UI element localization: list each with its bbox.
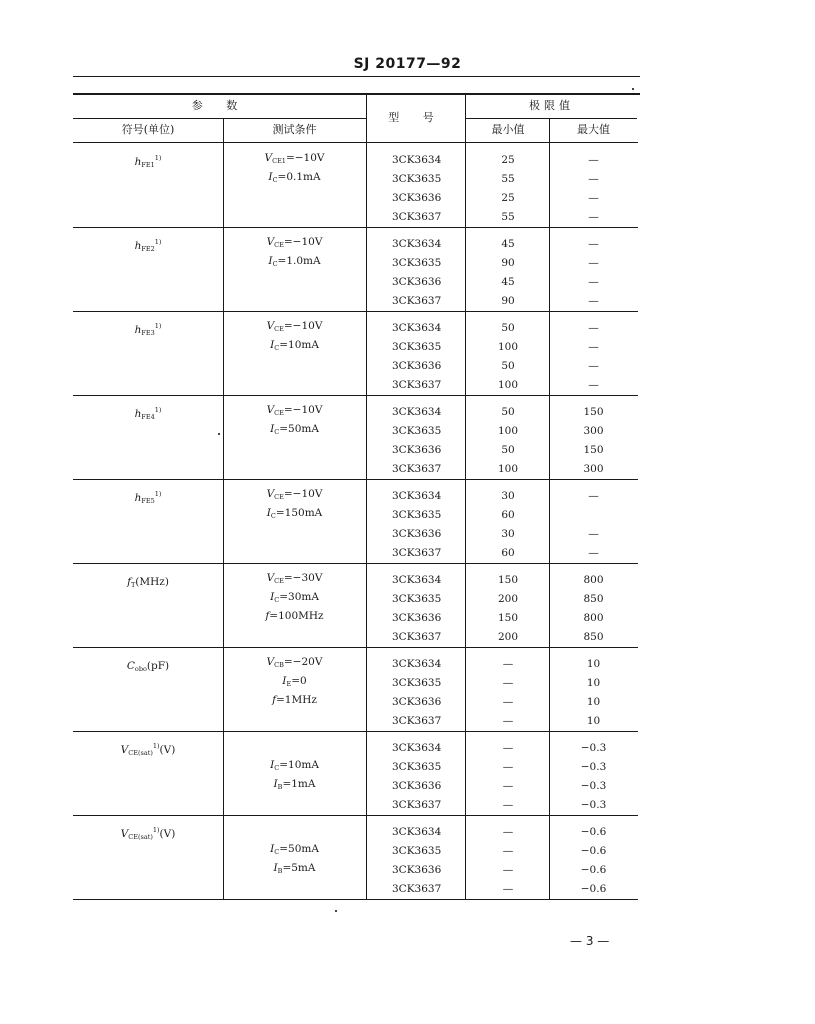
- param-symbol: [73, 233, 223, 259]
- min-value: 90: [501, 257, 515, 269]
- condition-expression: =100MHz: [269, 610, 324, 622]
- condition-variable: V: [266, 656, 275, 668]
- max-value: 800: [583, 574, 604, 586]
- max-value: —: [588, 192, 599, 204]
- param-symbol: [73, 485, 223, 511]
- header-condition: 测试条件: [272, 123, 317, 136]
- condition-expression: =0.1mA: [277, 171, 321, 183]
- min-value: 50: [501, 406, 515, 418]
- condition-expression: =150mA: [275, 507, 323, 519]
- condition-subscript: CE: [274, 241, 284, 249]
- device-type: 3CK3635: [392, 425, 442, 437]
- condition-variable: I: [273, 862, 278, 874]
- device-type: 3CK3635: [392, 845, 442, 857]
- symbol-unit: (V): [159, 744, 176, 756]
- symbol-unit: (pF): [146, 660, 170, 672]
- condition-expression: =10mA: [279, 339, 319, 351]
- test-condition: [223, 607, 366, 629]
- max-value: —: [588, 528, 599, 540]
- min-value: 50: [501, 322, 515, 334]
- min-value: —: [502, 883, 514, 895]
- max-value: 10: [586, 715, 601, 727]
- col-rule-condition: [223, 118, 224, 900]
- device-type: 3CK3634: [392, 826, 442, 838]
- max-value: —: [588, 360, 599, 372]
- condition-variable: I: [268, 171, 273, 183]
- min-value: 45: [501, 276, 515, 288]
- device-type: 3CK3636: [392, 612, 442, 624]
- min-value: —: [502, 864, 514, 876]
- min-value: 100: [497, 425, 519, 437]
- symbol-subscript: obo: [134, 665, 147, 673]
- symbol-subscript: FE1: [141, 161, 155, 169]
- condition-subscript: B: [277, 783, 283, 791]
- condition-expression: =−30V: [283, 572, 323, 584]
- scan-speck: [335, 910, 337, 912]
- device-type: 3CK3637: [392, 547, 442, 559]
- header-mid-rule-right: [466, 118, 637, 119]
- scan-speck: [218, 433, 220, 435]
- test-condition: [223, 775, 366, 797]
- page-number: — 3 —: [570, 934, 610, 948]
- symbol-subscript: FE2: [141, 245, 155, 253]
- symbol-main: h: [134, 492, 142, 504]
- condition-subscript: CB: [274, 661, 284, 669]
- min-value: 200: [497, 631, 519, 643]
- device-type: 3CK3635: [392, 173, 442, 185]
- condition-expression: =−20V: [283, 656, 323, 668]
- group-separator-rule: [73, 815, 638, 816]
- device-type: 3CK3636: [392, 192, 442, 204]
- min-value: 25: [501, 154, 515, 166]
- param-symbol: [73, 317, 223, 343]
- condition-subscript: C: [274, 764, 280, 772]
- max-value: 850: [583, 593, 604, 605]
- max-value: 150: [583, 406, 604, 418]
- condition-subscript: E: [286, 680, 292, 688]
- condition-variable: V: [266, 236, 275, 248]
- col-rule-max: [549, 118, 550, 900]
- condition-expression: =50mA: [279, 843, 319, 855]
- max-value: —: [588, 379, 599, 391]
- header-top-rule: [73, 93, 640, 95]
- condition-variable: I: [266, 507, 271, 519]
- condition-expression: =−10V: [283, 488, 323, 500]
- condition-expression: =10mA: [279, 759, 319, 771]
- condition-variable: I: [270, 591, 275, 603]
- symbol-superscript: 1): [154, 490, 162, 498]
- min-value: 55: [501, 211, 515, 223]
- condition-subscript: C: [272, 176, 278, 184]
- condition-expression: =50mA: [279, 423, 319, 435]
- min-value: —: [502, 677, 514, 689]
- min-value: 30: [501, 490, 515, 502]
- condition-subscript: CE1: [272, 157, 286, 165]
- symbol-superscript: 1): [154, 322, 162, 330]
- device-type: 3CK3635: [392, 677, 442, 689]
- max-value: −0.3: [580, 761, 607, 773]
- condition-variable: I: [273, 778, 278, 790]
- device-type: 3CK3635: [392, 509, 442, 521]
- min-value: 100: [497, 463, 519, 475]
- min-value: 60: [501, 547, 515, 559]
- symbol-subscript: FE3: [141, 329, 155, 337]
- condition-expression: =0: [291, 675, 307, 687]
- max-value: −0.6: [580, 826, 607, 838]
- condition-subscript: C: [274, 596, 280, 604]
- symbol-superscript: 1): [154, 238, 162, 246]
- min-value: 150: [497, 574, 519, 586]
- device-type: 3CK3634: [392, 238, 442, 250]
- min-value: 100: [497, 341, 519, 353]
- device-type: 3CK3636: [392, 360, 442, 372]
- param-symbol: [73, 149, 223, 175]
- header-type: 型 号: [388, 111, 444, 124]
- header-mid-rule-left: [73, 118, 366, 119]
- condition-expression: =−10V: [283, 236, 323, 248]
- test-condition: [223, 504, 366, 526]
- condition-variable: I: [270, 339, 275, 351]
- header-symbol: 符号(单位): [121, 123, 175, 136]
- min-value: 150: [497, 612, 519, 624]
- test-condition: [223, 252, 366, 274]
- min-value: —: [502, 780, 514, 792]
- max-value: −0.3: [580, 799, 607, 811]
- min-value: 60: [501, 509, 515, 521]
- symbol-unit: (V): [159, 828, 176, 840]
- symbol-main: V: [120, 828, 129, 840]
- condition-variable: V: [266, 320, 275, 332]
- condition-subscript: C: [274, 848, 280, 856]
- symbol-subscript: FE4: [141, 413, 155, 421]
- device-type: 3CK3635: [392, 761, 442, 773]
- group-separator-rule: [73, 311, 638, 312]
- condition-subscript: CE: [274, 577, 284, 585]
- min-value: —: [502, 696, 514, 708]
- max-value: −0.6: [580, 845, 607, 857]
- min-value: 90: [501, 295, 515, 307]
- header-params: 参 数: [191, 99, 248, 112]
- test-condition: [223, 691, 366, 713]
- max-value: —: [588, 295, 599, 307]
- col-rule-type: [366, 93, 367, 900]
- condition-expression: =30mA: [279, 591, 319, 603]
- header-limits: 极限值: [529, 99, 574, 112]
- symbol-main: h: [134, 240, 142, 252]
- group-separator-rule: [73, 899, 638, 900]
- max-value: 800: [583, 612, 604, 624]
- condition-subscript: CE: [274, 409, 284, 417]
- condition-expression: =−10V: [285, 152, 325, 164]
- max-value: −0.3: [580, 780, 607, 792]
- symbol-subscript: FE5: [141, 497, 155, 505]
- min-value: 45: [501, 238, 515, 250]
- min-value: 50: [501, 444, 515, 456]
- max-value: —: [588, 322, 599, 334]
- condition-expression: =−10V: [283, 320, 323, 332]
- condition-subscript: C: [272, 260, 278, 268]
- col-rule-min: [465, 93, 466, 900]
- condition-variable: I: [282, 675, 287, 687]
- device-type: 3CK3634: [392, 406, 442, 418]
- device-type: 3CK3636: [392, 864, 442, 876]
- min-value: 200: [497, 593, 519, 605]
- max-value: 10: [586, 696, 601, 708]
- max-value: —: [588, 341, 599, 353]
- symbol-main: C: [126, 660, 135, 672]
- max-value: 10: [586, 677, 601, 689]
- device-type: 3CK3635: [392, 593, 442, 605]
- device-type: 3CK3636: [392, 528, 442, 540]
- device-type: 3CK3634: [392, 742, 442, 754]
- group-separator-rule: [73, 479, 638, 480]
- param-symbol: [73, 569, 223, 595]
- test-condition: [223, 859, 366, 881]
- condition-subscript: C: [270, 512, 276, 520]
- condition-variable: f: [265, 610, 270, 622]
- max-value: 300: [583, 425, 604, 437]
- max-value: —: [588, 238, 599, 250]
- condition-variable: I: [268, 255, 273, 267]
- header-bottom-rule: [73, 142, 638, 143]
- max-value: —: [588, 257, 599, 269]
- device-type: 3CK3637: [392, 463, 442, 475]
- device-type: 3CK3635: [392, 341, 442, 353]
- symbol-unit: (MHz): [135, 576, 169, 588]
- device-type: 3CK3635: [392, 257, 442, 269]
- device-type: 3CK3634: [392, 490, 442, 502]
- group-separator-rule: [73, 227, 638, 228]
- max-value: −0.6: [580, 883, 607, 895]
- device-type: 3CK3636: [392, 780, 442, 792]
- condition-subscript: B: [277, 867, 283, 875]
- condition-variable: V: [266, 488, 275, 500]
- group-separator-rule: [73, 563, 638, 564]
- device-type: 3CK3634: [392, 154, 442, 166]
- document-code: SJ 20177—92: [353, 56, 462, 72]
- max-value: —: [588, 173, 599, 185]
- condition-subscript: CE: [274, 493, 284, 501]
- min-value: —: [502, 761, 514, 773]
- device-type: 3CK3637: [392, 631, 442, 643]
- top-rule: [73, 76, 640, 77]
- min-value: —: [502, 845, 514, 857]
- min-value: 100: [497, 379, 519, 391]
- symbol-superscript: 1): [152, 742, 160, 750]
- min-value: —: [502, 742, 514, 754]
- min-value: 25: [501, 192, 515, 204]
- symbol-subscript: CE(sat): [128, 833, 153, 841]
- symbol-main: h: [134, 324, 142, 336]
- scan-speck: [632, 88, 634, 90]
- device-type: 3CK3637: [392, 379, 442, 391]
- max-value: —: [588, 490, 599, 502]
- device-type: 3CK3637: [392, 799, 442, 811]
- device-type: 3CK3634: [392, 658, 442, 670]
- device-type: 3CK3636: [392, 276, 442, 288]
- device-type: 3CK3637: [392, 883, 442, 895]
- condition-subscript: CE: [274, 325, 284, 333]
- symbol-superscript: 1): [154, 406, 162, 414]
- max-value: —: [588, 211, 599, 223]
- device-type: 3CK3636: [392, 696, 442, 708]
- condition-variable: f: [272, 694, 276, 706]
- group-separator-rule: [73, 731, 638, 732]
- device-type: 3CK3634: [392, 322, 442, 334]
- condition-variable: V: [264, 152, 273, 164]
- max-value: 850: [583, 631, 604, 643]
- max-value: 150: [583, 444, 604, 456]
- param-symbol: [73, 737, 223, 763]
- param-symbol: [73, 401, 223, 427]
- max-value: —: [588, 547, 599, 559]
- test-condition: [223, 336, 366, 358]
- max-value: 10: [586, 658, 601, 670]
- test-condition: [223, 168, 366, 190]
- param-symbol: [73, 653, 223, 679]
- min-value: —: [502, 658, 514, 670]
- header-max: 最大值: [577, 123, 610, 136]
- max-value: —: [588, 276, 599, 288]
- min-value: 55: [501, 173, 515, 185]
- condition-variable: I: [270, 843, 275, 855]
- condition-variable: I: [270, 423, 275, 435]
- condition-expression: =−10V: [283, 404, 323, 416]
- min-value: 50: [501, 360, 515, 372]
- symbol-superscript: 1): [154, 154, 162, 162]
- param-symbol: [73, 821, 223, 847]
- max-value: −0.6: [580, 864, 607, 876]
- max-value: −0.3: [580, 742, 607, 754]
- symbol-superscript: 1): [152, 826, 160, 834]
- symbol-main: V: [120, 744, 129, 756]
- test-condition: [223, 420, 366, 442]
- condition-variable: I: [270, 759, 275, 771]
- device-type: 3CK3637: [392, 211, 442, 223]
- condition-expression: =1.0mA: [277, 255, 321, 267]
- min-value: 30: [501, 528, 515, 540]
- device-type: 3CK3634: [392, 574, 442, 586]
- condition-expression: =5mA: [282, 862, 316, 874]
- device-type: 3CK3637: [392, 715, 442, 727]
- header-min: 最小值: [491, 123, 525, 136]
- symbol-subscript: CE(sat): [128, 749, 153, 757]
- device-type: 3CK3636: [392, 444, 442, 456]
- group-separator-rule: [73, 395, 638, 396]
- condition-expression: =1MHz: [275, 694, 317, 706]
- min-value: —: [502, 826, 514, 838]
- symbol-subscript: T: [130, 581, 136, 589]
- group-separator-rule: [73, 647, 638, 648]
- condition-subscript: C: [274, 344, 280, 352]
- max-value: —: [588, 154, 599, 166]
- symbol-main: f: [127, 576, 131, 588]
- min-value: —: [502, 799, 514, 811]
- symbol-main: h: [134, 156, 142, 168]
- condition-expression: =1mA: [282, 778, 316, 790]
- condition-variable: V: [266, 572, 275, 584]
- condition-variable: V: [266, 404, 275, 416]
- symbol-main: h: [134, 408, 142, 420]
- device-type: 3CK3637: [392, 295, 442, 307]
- condition-subscript: C: [274, 428, 280, 436]
- min-value: —: [502, 715, 514, 727]
- max-value: 300: [583, 463, 604, 475]
